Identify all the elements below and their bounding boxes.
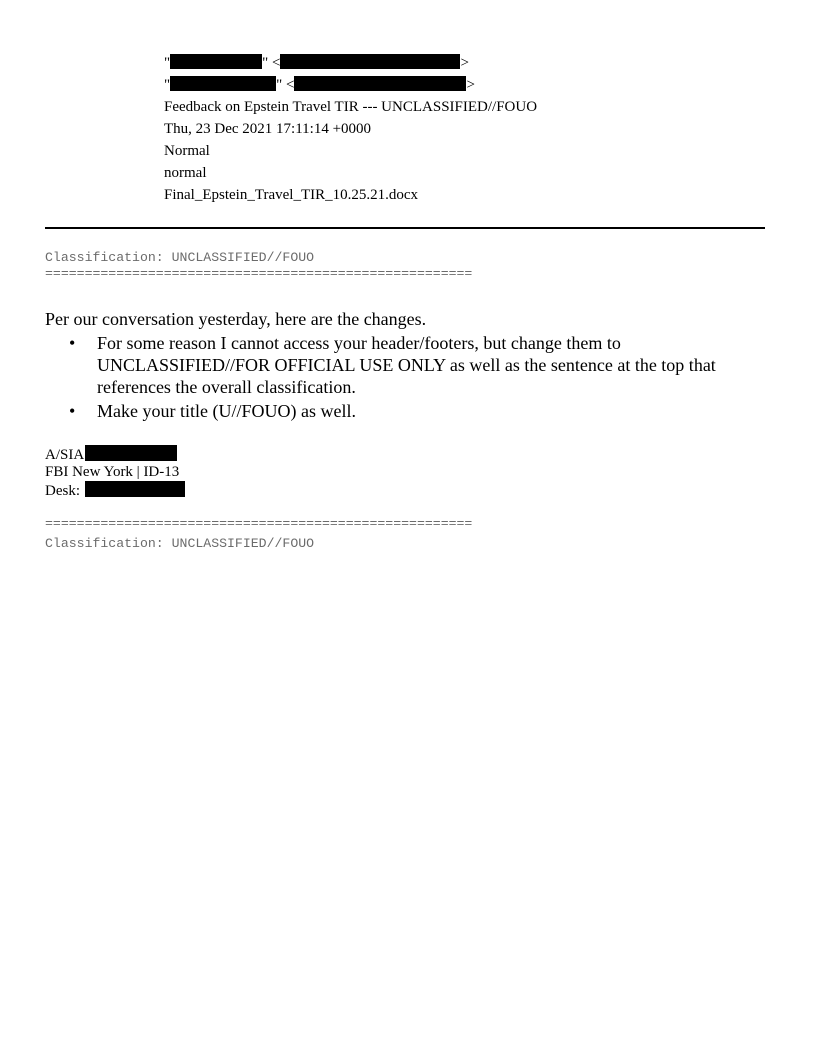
redaction-box (294, 76, 466, 91)
classification-bottom: Classification: UNCLASSIFIED//FOUO (45, 536, 315, 551)
date-value: Thu, 23 Dec 2021 17:11:14 +0000 (164, 121, 372, 137)
redaction-box (170, 54, 262, 69)
to-quote-close: " (276, 77, 283, 93)
redaction-box (85, 445, 177, 461)
to-angle-open: < (286, 77, 295, 93)
separator-bottom: ====================================================== (45, 516, 473, 531)
signature-desk-label: Desk: (45, 483, 80, 499)
list-item (45, 332, 745, 398)
to-value (164, 75, 475, 95)
redaction-box (85, 481, 185, 497)
changes-list (45, 332, 745, 424)
from-angle-open: < (272, 55, 281, 71)
to-angle-close: > (466, 77, 475, 93)
list-item (45, 400, 745, 422)
list-item-text: Make your title (U//FOUO) as well. (97, 401, 356, 421)
redaction-box (170, 76, 276, 91)
bullet-icon: • (69, 333, 76, 353)
from-quote-close: " (262, 55, 269, 71)
from-angle-close: > (460, 55, 469, 71)
to-quote-open: " (164, 77, 171, 93)
from-value (164, 53, 469, 73)
signature-title-row (45, 445, 177, 464)
priority-value: normal (164, 165, 207, 181)
importance-value: Normal (164, 143, 210, 159)
classification-top: Classification: UNCLASSIFIED//FOUO (45, 250, 315, 265)
attachment-link[interactable]: Final_Epstein_Travel_TIR_10.25.21.docx (164, 187, 419, 203)
signature-title: A/SIA (45, 447, 85, 463)
bullet-icon: • (69, 401, 76, 421)
redaction-box (280, 54, 460, 69)
header-divider (45, 227, 765, 229)
signature-desk-row (45, 481, 185, 500)
signature-office: FBI New York | ID-13 (45, 464, 180, 480)
intro-text: Per our conversation yesterday, here are the changes. (45, 309, 427, 329)
list-item-text: For some reason I cannot access your header/footers, but change them to UNCLASSIFIED//FOR OFFICIAL USE ONLY as well as the sentence at the top that references the overall classification. (97, 333, 716, 397)
separator-top: ====================================================== (45, 266, 473, 281)
from-quote-open: " (164, 55, 171, 71)
subject-value: Feedback on Epstein Travel TIR --- UNCLASSIFIED//FOUO (164, 99, 538, 115)
